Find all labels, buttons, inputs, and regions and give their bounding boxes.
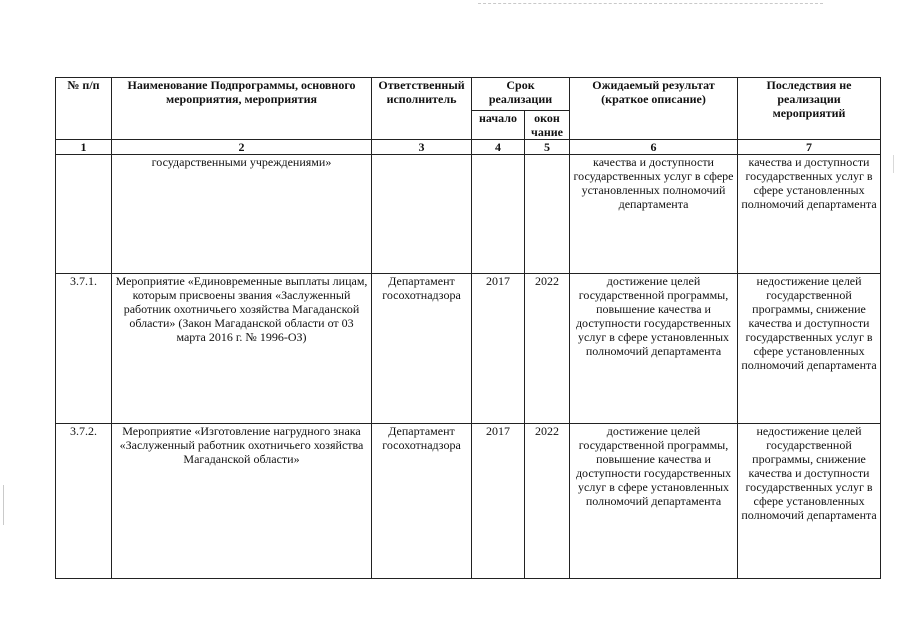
- row-consequence: недостижение целей государственной программы, снижение качества и доступности государственных услуг в сфере установленных полномочий департамента: [738, 274, 881, 424]
- row-num: 3.7.2.: [56, 424, 112, 579]
- header-consequence: Последствия не реализации мероприятий: [738, 78, 881, 140]
- table-row: [56, 155, 881, 274]
- column-number: 3: [372, 140, 472, 155]
- header-name: Наименование Подпрограммы, основного мероприятия, мероприятия: [112, 78, 372, 140]
- table-row: [56, 274, 881, 424]
- table-row: [56, 424, 881, 579]
- row-end: 2022: [525, 424, 570, 579]
- row-num: 3.7.1.: [56, 274, 112, 424]
- header-num: № п/п: [56, 78, 112, 140]
- row-end: 2022: [525, 274, 570, 424]
- row-name: Мероприятие «Единовременные выплаты лицам, которым присвоены звания «Заслуженный работник охотничьего хозяйства Магаданской области» (Закон Магаданской области от 03 марта 2016 г. № 1996-ОЗ): [112, 274, 372, 424]
- program-measures-table: [55, 77, 881, 579]
- row-name: Мероприятие «Изготовление нагрудного знака «Заслуженный работник охотничьего хозяйства Магаданской области»: [112, 424, 372, 579]
- row-start: 2017: [472, 424, 525, 579]
- row-result: достижение целей государственной программы, повышение качества и доступности государственных услуг в сфере установленных полномочий департамента: [570, 424, 738, 579]
- row-responsible: [372, 155, 472, 274]
- row-responsible: Департамент госохотнадзора: [372, 274, 472, 424]
- row-start: [472, 155, 525, 274]
- row-consequence: недостижение целей государственной программы, снижение качества и доступности государственных услуг в сфере установленных полномочий департамента: [738, 424, 881, 579]
- header-end: окон чание: [525, 111, 570, 140]
- column-number: 2: [112, 140, 372, 155]
- row-result: качества и доступности государственных услуг в сфере установленных полномочий департамента: [570, 155, 738, 274]
- scan-artifact-line: [478, 3, 823, 4]
- header-term: Срок реализации: [472, 78, 570, 111]
- column-number-row: [56, 140, 881, 155]
- scan-artifact-mark: [893, 155, 894, 173]
- header-responsible: Ответственный исполнитель: [372, 78, 472, 140]
- column-number: 7: [738, 140, 881, 155]
- row-end: [525, 155, 570, 274]
- row-result: достижение целей государственной программы, повышение качества и доступности государственных услуг в сфере установленных полномочий департамента: [570, 274, 738, 424]
- row-num: [56, 155, 112, 274]
- row-responsible: Департамент госохотнадзора: [372, 424, 472, 579]
- column-number: 6: [570, 140, 738, 155]
- table-header-row: [56, 78, 881, 111]
- row-start: 2017: [472, 274, 525, 424]
- column-number: 4: [472, 140, 525, 155]
- row-consequence: качества и доступности государственных услуг в сфере установленных полномочий департамента: [738, 155, 881, 274]
- column-number: 5: [525, 140, 570, 155]
- header-start: начало: [472, 111, 525, 140]
- column-number: 1: [56, 140, 112, 155]
- row-name: государственными учреждениями»: [112, 155, 372, 274]
- header-result: Ожидаемый результат (краткое описание): [570, 78, 738, 140]
- scan-artifact-mark: [3, 485, 4, 525]
